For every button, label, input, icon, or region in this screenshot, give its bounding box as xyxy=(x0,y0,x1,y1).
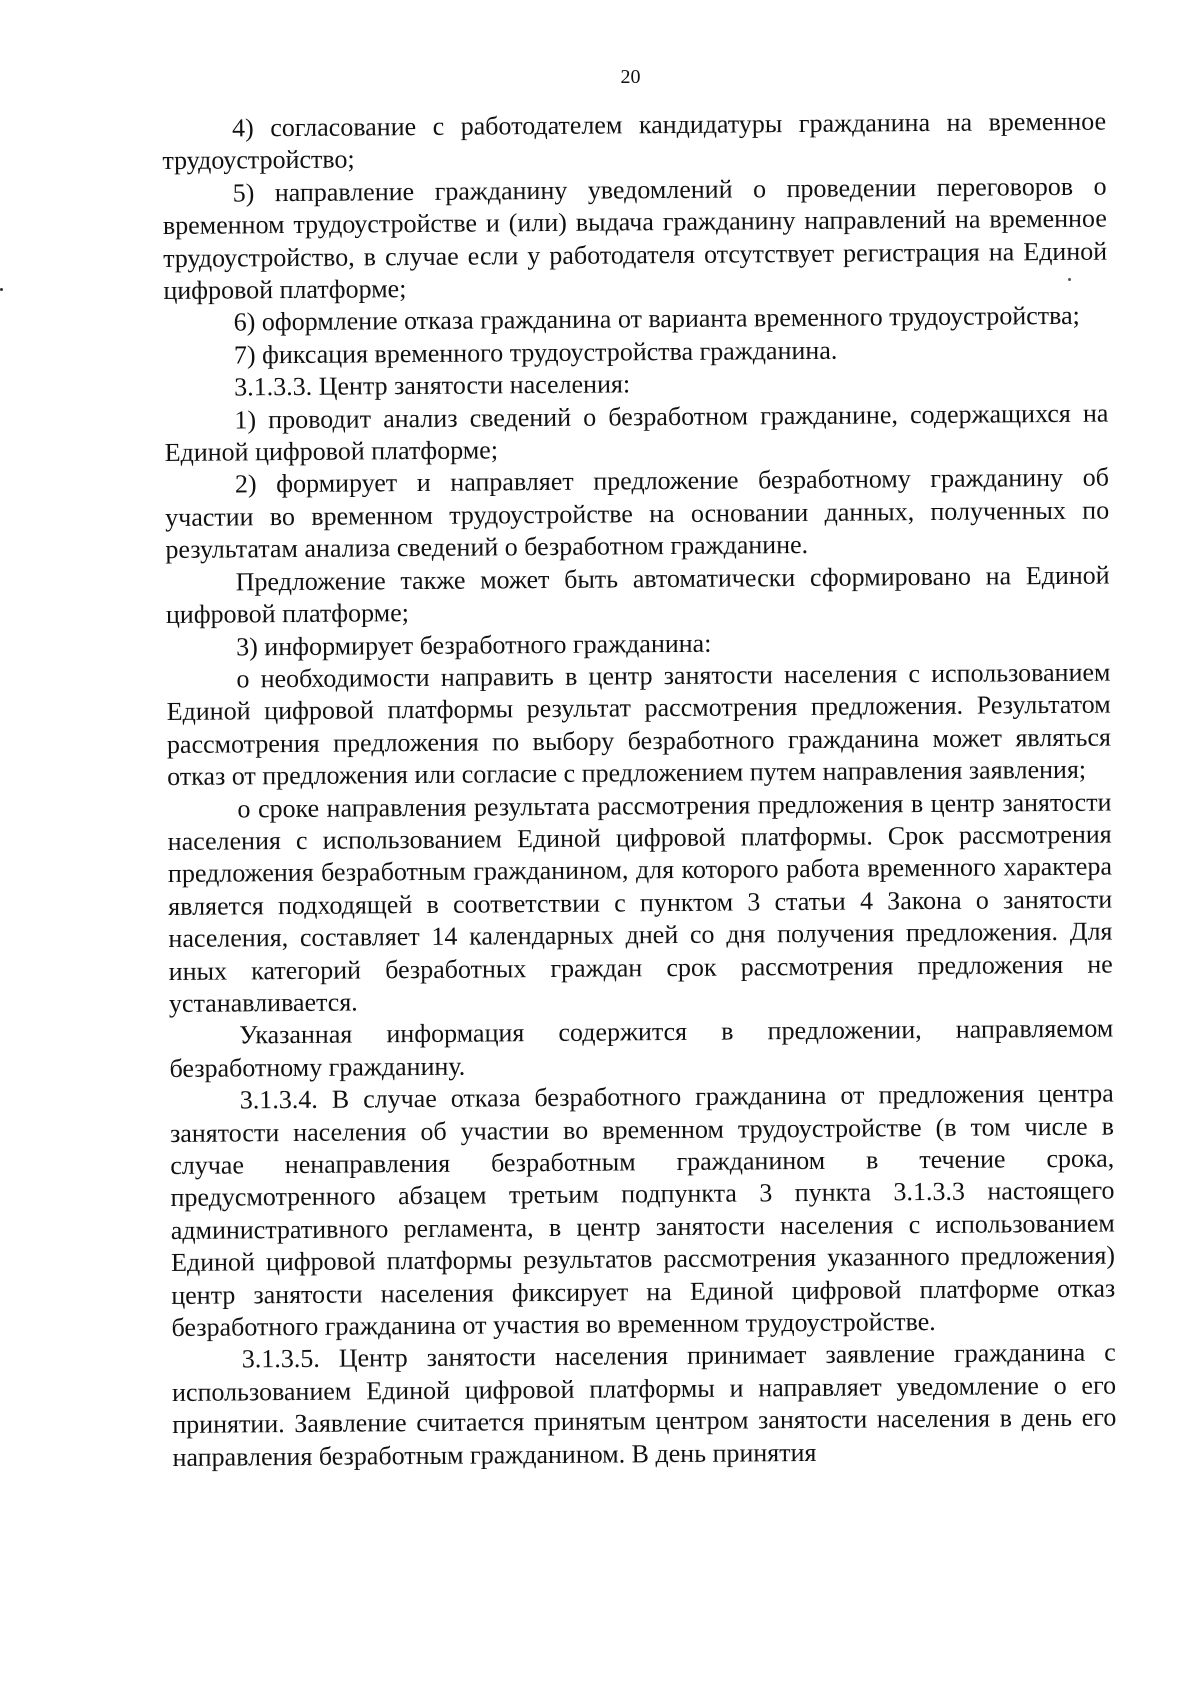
scan-artifact xyxy=(0,288,3,291)
section-3-1-3-4: 3.1.3.4. В случае отказа безработного гражданина от предложения центра занятости населения об участии во временном трудоустройстве (в том числе в случае ненаправления безработным гражданином в течение срока, предусмотренного абзацем третьим подпункта 3 пункта 3.1.3.3 настоящего административного регламента, в центр занятости населения с использованием Единой цифровой платформы результатов рассмотрения указанного предложения) центр занятости населения фиксирует на Единой цифровой платформе отказ безработного гражданина от участия во временном трудоустройстве. xyxy=(169,1078,1116,1342)
paragraph-subitem-2: 2) формирует и направляет предложение безработному гражданину об участии во временном трудоустройстве на основании данных, полученных по результатам анализа сведений о безработном гражданине. xyxy=(165,463,1110,565)
paragraph-item-4: 4) согласование с работодателем кандидатуры гражданина на временное трудоустройство; xyxy=(162,106,1107,176)
section-heading-3-1-3-3: 3.1.3.3. Центр занятости населения: xyxy=(234,369,631,402)
paragraph-inform-deadline: о сроке направления результата рассмотрения предложения в центр занятости населения с использованием Единой цифровой платформы. Срок рассмотрения предложения безработным гражданином, для которого работа временного характера является подходящей в соответствии с пунктом 3 статьи 4 Закона о занятости населения, составляет 14 календарных дней со дня получения предложения. Для иных категорий безработных граждан срок рассмотрения предложения не устанавливается. xyxy=(167,787,1113,1018)
paragraph-note: Предложение также может быть автоматически сформировано на Единой цифровой платформе; xyxy=(165,560,1110,630)
paragraph-inform-necessity: о необходимости направить в центр занятости населения с использованием Единой цифровой платформы результат рассмотрения предложения. Результатом рассмотрения предложения по выбору безработного гражданина может являться отказ от предложения или согласие с предложением путем направления заявления; xyxy=(166,657,1112,792)
paragraph-item-7: 7) фиксация временного трудоустройства гражданина. xyxy=(233,335,838,370)
section-3-1-3-5: 3.1.3.5. Центр занятости населения принимает заявление гражданина с использованием Единой цифровой платформы и направляет уведомление о его принятии. Заявление считается принятым центром занятости населения в день его направления безработным гражданином. В день принятия xyxy=(171,1337,1117,1472)
paragraph-item-5: 5) направление гражданину уведомлений о проведении переговоров о временном трудоустройстве и (или) выдача гражданину направлений на временное трудоустройство, в случае если у работодателя отсутствует регистрация на Единой цифровой платформе; xyxy=(162,171,1108,306)
paragraph-info-note: Указанная информация содержится в предложении, направляемом безработному гражданину. xyxy=(169,1013,1114,1083)
page-number: 20 xyxy=(620,66,641,88)
paragraph-item-6: 6) оформление отказа гражданина от варианта временного трудоустройства; xyxy=(233,301,1080,337)
paragraph-subitem-3: 3) информирует безработного гражданина: xyxy=(236,628,712,661)
document-body xyxy=(162,106,1117,1474)
paragraph-subitem-1: 1) проводит анализ сведений о безработном гражданине, содержащихся на Единой цифровой платформе; xyxy=(164,398,1109,468)
